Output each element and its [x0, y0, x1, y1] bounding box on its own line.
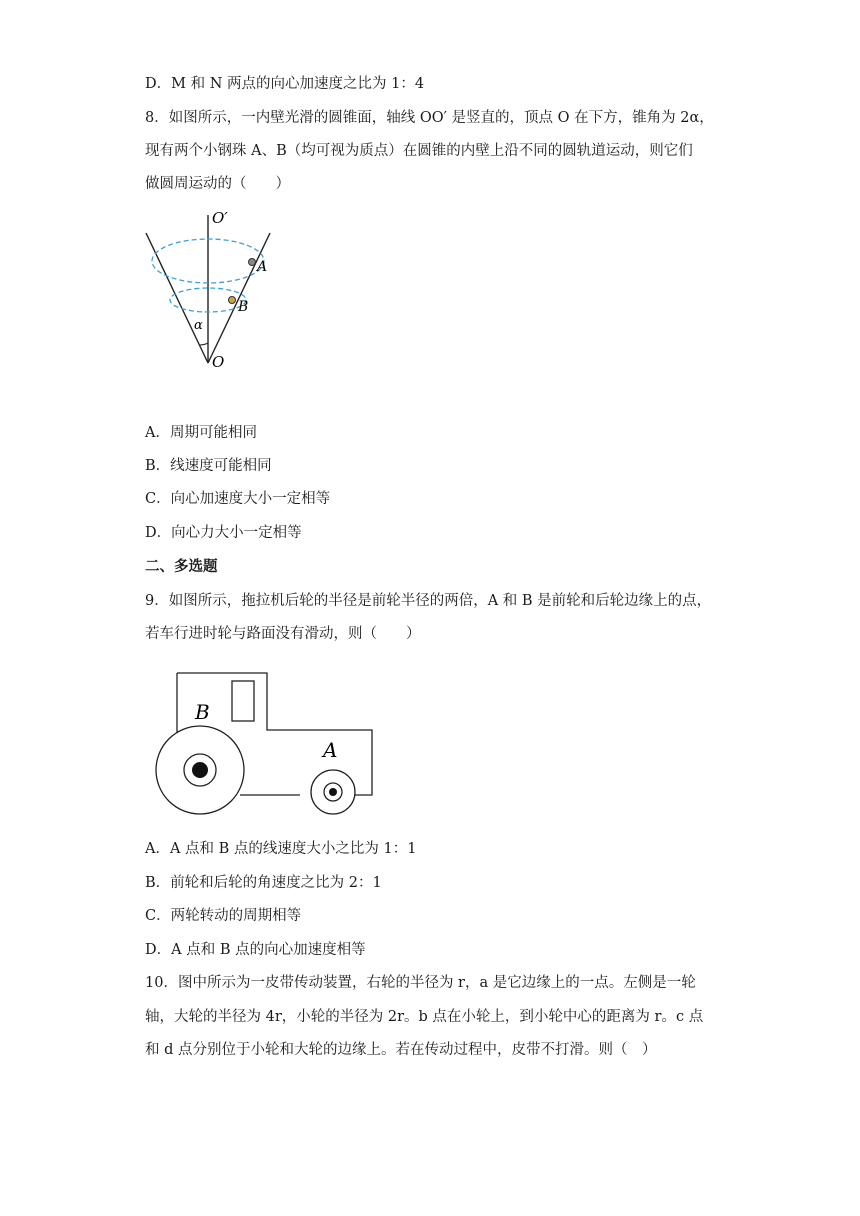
- cone-label-a: A: [257, 259, 268, 275]
- q8-stem-line1: 8．如图所示，一内壁光滑的圆锥面，轴线 OO′ 是竖直的，顶点 O 在下方，锥角为 2α，: [145, 110, 714, 126]
- q10-stem-line1: 10．图中所示为一皮带传动装置，右轮的半径为 r，a 是它边缘上的一点。左侧是一轮: [145, 975, 696, 991]
- q9-option-a: A．A 点和 B 点的线速度大小之比为 1：1: [145, 841, 417, 857]
- q10-stem-line2: 轴，大轮的半径为 4r，小轮的半径为 2r。b 点在小轮上，到小轮中心的距离为 r。c 点: [145, 1009, 704, 1025]
- q8-stem-line2: 现有两个小钢珠 A、B（均可视为质点）在圆锥的内壁上沿不同的圆轨道运动，则它们: [145, 143, 693, 159]
- q8-option-a: A．周期可能相同: [145, 425, 257, 441]
- cone-label-top: O′: [212, 209, 228, 227]
- section-heading-multiple-choice: 二、多选题: [145, 558, 218, 575]
- q8-stem-line3: 做圆周运动的（ ）: [145, 176, 290, 192]
- cone-label-b: B: [238, 299, 249, 315]
- q9-option-d: D．A 点和 B 点的向心加速度相等: [145, 942, 366, 958]
- cone-label-alpha: α: [194, 318, 203, 333]
- q8-option-c: C．向心加速度大小一定相等: [145, 491, 331, 507]
- q8-option-d: D．向心力大小一定相等: [145, 525, 302, 541]
- tractor-label-b: B: [195, 700, 210, 724]
- tractor-figure: [150, 665, 380, 820]
- q7-option-d: D．M 和 N 两点的向心加速度之比为 1：4: [145, 76, 425, 92]
- cone-figure: [140, 205, 290, 385]
- q9-stem-line1: 9．如图所示，拖拉机后轮的半径是前轮半径的两倍，A 和 B 是前轮和后轮边缘上的点，: [145, 593, 712, 609]
- q10-stem-line3: 和 d 点分别位于小轮和大轮的边缘上。若在传动过程中，皮带不打滑。则（ ）: [145, 1042, 657, 1058]
- tractor-label-a: A: [323, 738, 338, 762]
- q9-option-b: B．前轮和后轮的角速度之比为 2：1: [145, 875, 382, 891]
- q8-option-b: B．线速度可能相同: [145, 458, 272, 474]
- q9-option-c: C．两轮转动的周期相等: [145, 908, 302, 924]
- q9-stem-line2: 若车行进时轮与路面没有滑动，则（ ）: [145, 626, 421, 642]
- cone-label-bottom: O: [212, 353, 225, 371]
